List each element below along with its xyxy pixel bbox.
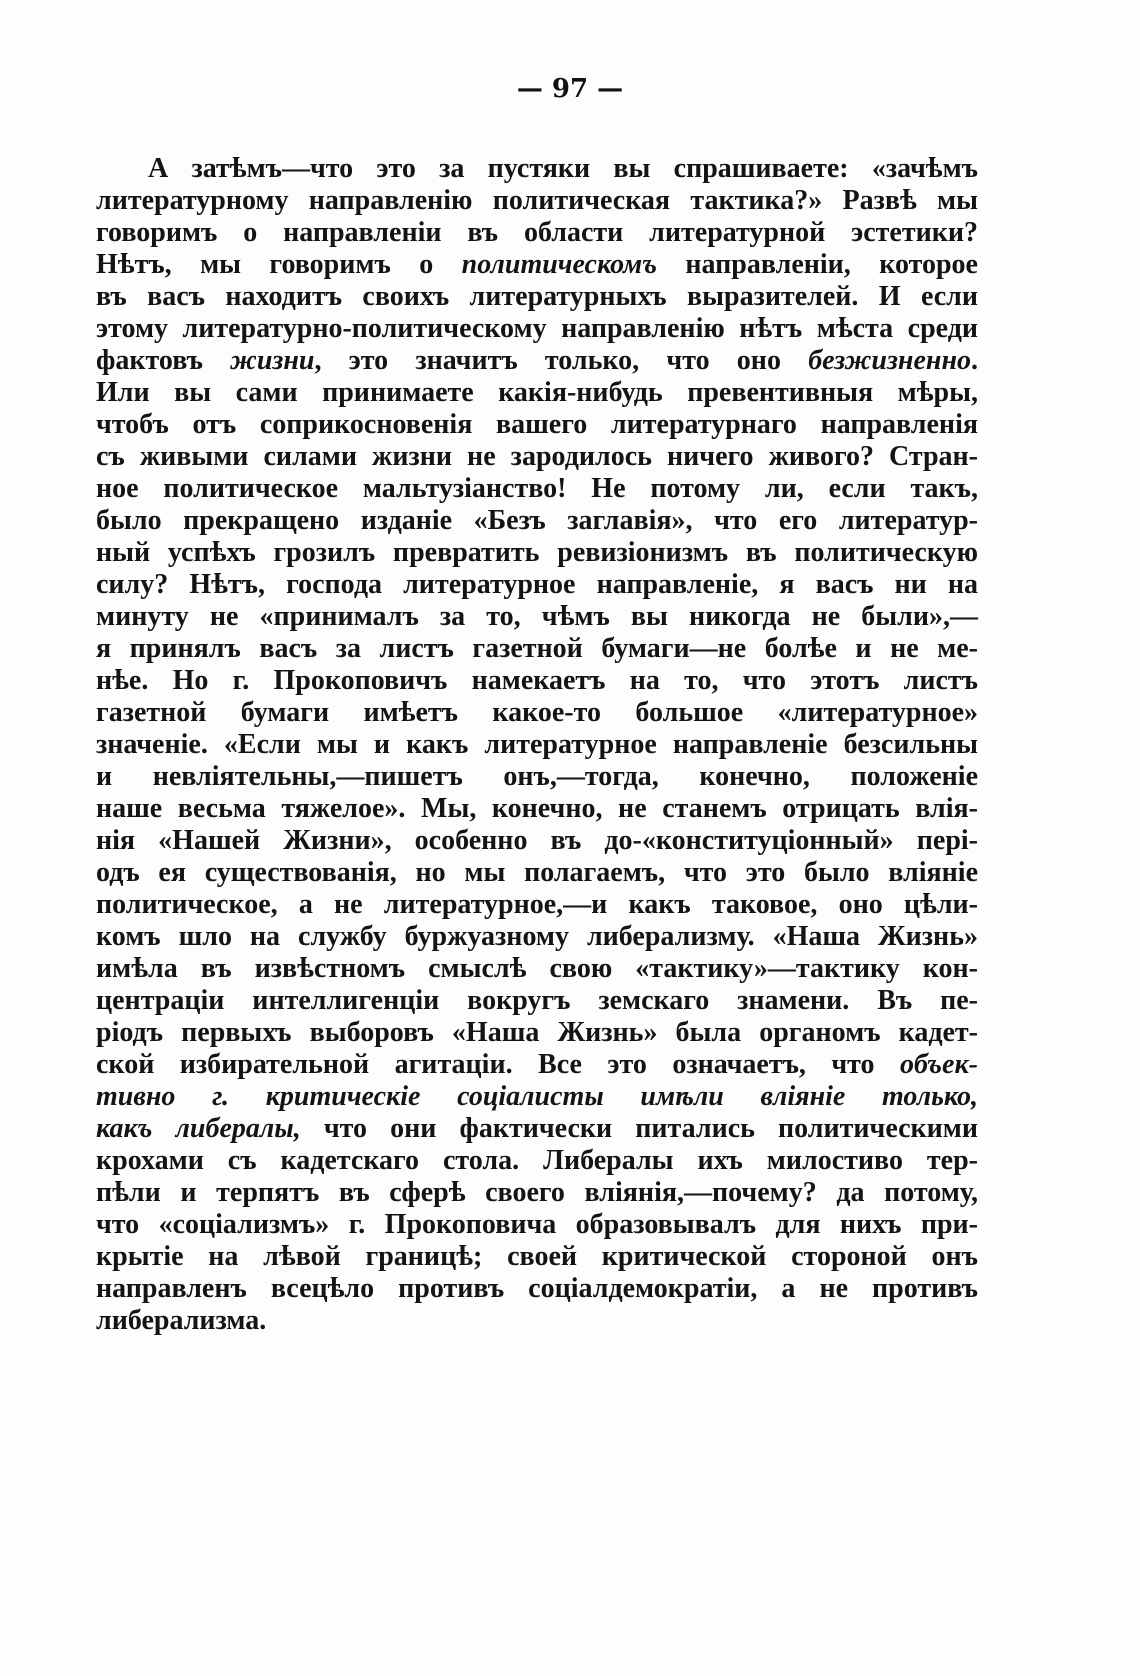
page-number: — 97 — (516, 74, 624, 104)
italic-emphasis: политическомъ (461, 249, 657, 280)
text-line: имѣла въ извѣстномъ смыслѣ свою «тактику»—тактику кон- (96, 953, 978, 984)
text-segment: фактовъ (96, 345, 231, 376)
text-line (96, 1017, 978, 1049)
text-line: этому литературно-политическому направленію нѣтъ мѣста среди (96, 313, 978, 344)
text-line: нія «Нашей Жизни», особенно въ до-«конституціонный» пері- (96, 825, 978, 856)
text-line: значеніе. «Если мы и какъ литературное направленіе безсильны (96, 729, 978, 760)
text-line: было прекращено изданіе «Безъ заглавія», что его литератур- (96, 505, 978, 536)
text-line: говоримъ о направленіи въ области литературной эстетики? (96, 217, 978, 248)
text-segment: ской избирательной агитаціи. Все это означаетъ, что (96, 1049, 901, 1080)
text-line (96, 1081, 978, 1113)
text-line: силу? Нѣтъ, господа литературное направленіе, я васъ ни на (96, 569, 978, 600)
text-line: наше весьма тяжелое». Мы, конечно, не станемъ отрицать влія- (96, 793, 978, 824)
text-line: я принялъ васъ за листъ газетной бумаги—не болѣе и не ме- (96, 633, 978, 664)
text-line: А затѣмъ—что это за пустяки вы спрашиваете: «зачѣмъ (148, 153, 978, 184)
text-line: политическое, а не литературное,—и какъ таковое, оно цѣли- (96, 889, 978, 920)
text-line: минуту не «принималъ за то, чѣмъ вы никогда не были»,— (96, 601, 978, 632)
body-text (96, 153, 978, 1337)
text-line: газетной бумаги имѣетъ какое-то большое «литературное» (96, 697, 978, 728)
text-line: и невліятельны,—пишетъ онъ,—тогда, конечно, положеніе (96, 761, 978, 792)
italic-emphasis: безжизненно (808, 345, 971, 376)
text-line: нѣе. Но г. Прокоповичъ намекаетъ на то, что этотъ листъ (96, 665, 978, 696)
text-line: въ васъ находитъ своихъ литературныхъ выразителей. И если (96, 281, 978, 312)
italic-emphasis: объек- (900, 1049, 978, 1080)
text-line (96, 249, 978, 281)
text-segment: . (971, 345, 978, 376)
text-line: ный успѣхъ грозилъ превратить ревизіонизмъ въ политическую (96, 537, 978, 568)
text-segment: направленіи, которое (656, 249, 978, 280)
italic-emphasis: какъ либералы, (96, 1113, 301, 1144)
text-line (96, 1049, 978, 1081)
italic-emphasis: жизни (230, 345, 315, 376)
text-line: пѣли и терпятъ въ сферѣ своего вліянія,—почему? да потому, (96, 1177, 978, 1208)
text-line: Или вы сами принимаете какія-нибудь превентивныя мѣры, (96, 377, 978, 408)
text-segment: ріодъ первыхъ выборовъ «Наша Жизнь» была органомъ кадет- (96, 1017, 978, 1048)
text-line: одъ ея существованія, но мы полагаемъ, что это было вліяніе (96, 857, 978, 888)
text-line: комъ шло на службу буржуазному либерализму. «Наша Жизнь» (96, 921, 978, 952)
text-line (96, 345, 978, 377)
italic-emphasis: тивно г. критическіе соціалисты имѣли вліяніе только, (96, 1081, 978, 1112)
text-line: либерализма. (96, 1305, 267, 1336)
text-line: литературному направленію политическая тактика?» Развѣ мы (96, 185, 978, 216)
text-line: крытіе на лѣвой границѣ; своей критической стороной онъ (96, 1241, 978, 1272)
text-line: направленъ всецѣло противъ соціалдемократіи, а не противъ (96, 1273, 978, 1304)
text-segment: , это значитъ только, что оно (314, 345, 809, 376)
text-line: крохами съ кадетскаго стола. Либералы ихъ милостиво тер- (96, 1145, 978, 1176)
text-line: ное политическое мальтузіанство! Не потому ли, если такъ, (96, 473, 978, 504)
text-line: центраціи интеллигенціи вокругъ земскаго знамени. Въ пе- (96, 985, 978, 1016)
text-segment: Нѣтъ, мы говоримъ о (96, 249, 462, 280)
text-line (96, 1113, 978, 1145)
text-line: чтобъ отъ соприкосновенія вашего литературнаго направленія (96, 409, 978, 440)
text-line: что «соціализмъ» г. Прокоповича образовывалъ для нихъ при- (96, 1209, 978, 1240)
text-segment: что они фактически питались политическими (300, 1113, 978, 1144)
text-line: съ живыми силами жизни не зародилось ничего живого? Стран- (96, 441, 978, 472)
